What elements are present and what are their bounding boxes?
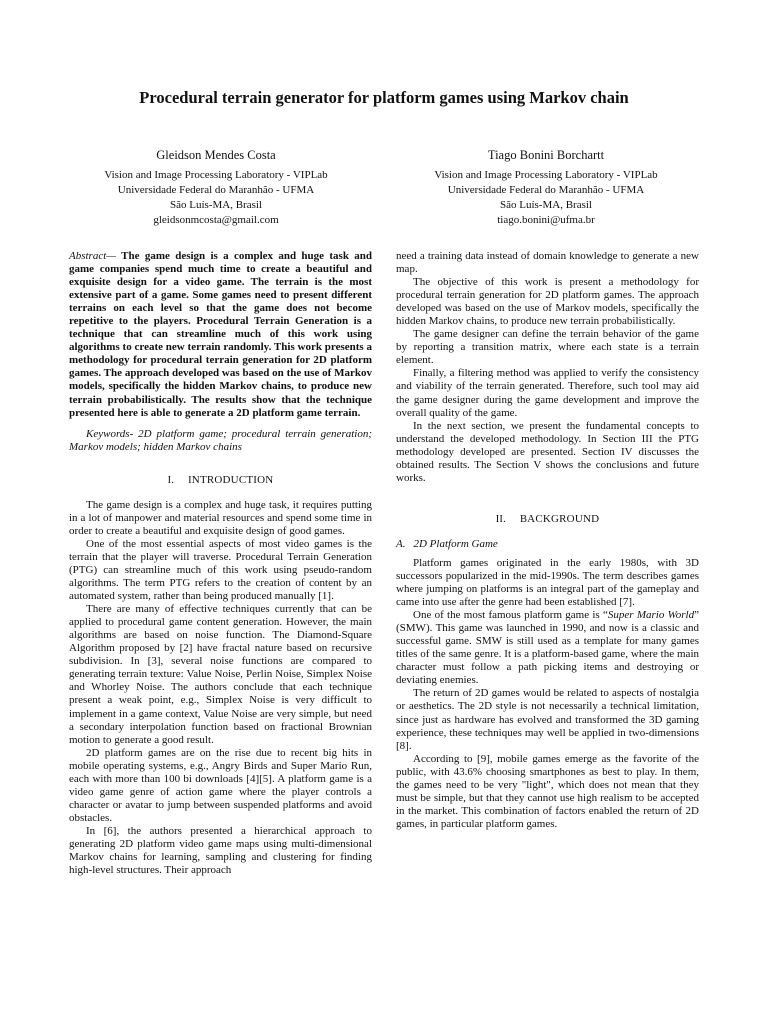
paragraph: According to [9], mobile games emerge as the favorite of the public, with 43.6% choosing smartphones as best to play. In them, the games need to be very "light", which does not mean that they must be simple, but that they cannot use high realism to be accepted in the market. This combination of factors enabled the return of 2D games, in particular platform games. (396, 752, 699, 830)
paragraph: The return of 2D games would be related to aspects of nostalgia or aesthetics. The 2D style is not necessarily a technical limitation, since just as hardware has evolved and transformed the 3D gaming experience, these techniques may well be applied in two-dimensions [8]. (396, 687, 699, 752)
subsection-heading (396, 538, 699, 551)
paragraph: Finally, a filtering method was applied to verify the consistency and viability of the terrain generated. Therefore, such tool may aid the game designer during the game development and improve the overall quality of the game. (396, 367, 699, 419)
author-email: gleidsonmcosta@gmail.com (153, 214, 279, 226)
section-title-rest: NTRODUCTION (191, 473, 274, 486)
right-column (396, 250, 699, 831)
paragraph: The game design is a complex and huge task, it requires putting in a lot of manpower and material resources and spend some time in order to create a beautiful and exquisite design of good games. (69, 498, 372, 537)
author-university: Universidade Federal do Maranhão - UFMA (447, 184, 645, 196)
abstract-text: The game design is a complex and huge task and game companies spend much time to create a beautiful and exquisite design for a video game. The terrain is the most extensive part of a game. Some games need to present different terrains on each level so that the game does not become repetitive to the players. Procedural Terrain Generation is a technique that can streamline much of this work using algorithms to create new terrain randomly. This work presents a methodology for procedural terrain generation for 2D platform games. The approach developed was based on the use of Markov models, specifically the hidden Markov chains, to produce new terrain probabilistically. The results show that the technique presented here is able to generate a 2D platform game terrain. (69, 250, 372, 419)
section-heading-background (396, 513, 699, 526)
paragraph: One of the most essential aspects of most video games is the terrain that the player will traverse. Procedural Terrain Generation (PTG) can streamline much of this work using pseudo-random algorithms. The term PTG refers to the creation of content by an automated system, rather than being produced manually [1]. (69, 537, 372, 603)
section-title-initial: B (519, 513, 528, 525)
section-title-initial: I (188, 474, 192, 486)
subsection-title: 2D Platform Game (413, 537, 498, 550)
section-title-rest: ACKGROUND (527, 512, 600, 525)
text-run: One of the most famous platform game is “ (413, 609, 608, 622)
author-block-2 (396, 148, 696, 228)
paragraph: In [6], the authors presented a hierarchical approach to generating 2D platform video game maps using multi-dimensional Markov chains for learning, sampling and clustering for finding high-level structures. Their approach (69, 824, 372, 877)
paragraph: In the next section, we present the fundamental concepts to understand the developed methodology. In Section III the PTG methodology developed are presented. Section IV discusses the obtained results. The Section V shows the conclusions and future works. (396, 419, 699, 484)
paragraph: 2D platform games are on the rise due to recent big hits in mobile operating systems, e.g., Angry Birds and Super Mario Run, each with more than 100 bi downloads [4][5]. A platform game is a video game genre of action game where the player controls a character or avatar to jump between suspended platforms and avoid obstacles. (69, 746, 372, 824)
section-number: I. (167, 474, 175, 486)
game-title-italic: Super Mario World (607, 609, 695, 622)
author-name: Gleidson Mendes Costa (156, 148, 276, 162)
author-university: Universidade Federal do Maranhão - UFMA (117, 184, 315, 196)
paragraph (396, 609, 699, 687)
section-heading-introduction (69, 474, 372, 487)
author-block-1 (66, 148, 366, 228)
author-city: São Luís-MA, Brasil (170, 199, 262, 211)
abstract (69, 250, 372, 420)
left-column (69, 250, 372, 877)
keywords: Keywords- 2D platform game; procedural terrain generation; Markov models; hidden Markov chains (69, 427, 372, 453)
section-number: II. (495, 513, 506, 525)
paragraph-continued: need a training data instead of domain knowledge to generate a new map. (396, 250, 699, 276)
paragraph: The objective of this work is present a methodology for procedural terrain generation for 2D platform games. The approach developed was based on the use of Markov models, specifically the hidden Markov chains, to produce new terrain probabilistically. (396, 276, 699, 328)
subsection-number: A. (396, 537, 406, 550)
abstract-label: Abstract— (69, 250, 117, 262)
author-name: Tiago Bonini Borchartt (487, 148, 605, 162)
author-lab: Vision and Image Processing Laboratory - VIPLab (434, 169, 658, 181)
author-city: São Luís-MA, Brasil (500, 199, 592, 211)
paragraph: There are many of effective techniques currently that can be applied to procedural game content generation. However, the main algorithms are based on noise function. The Diamond-Square Algorithm proposed by [2] have fractal nature based on recursive subdivision. In [3], several noise functions are compared to generating terrain texture: Value Noise, Perlin Noise, Simplex Noise and Whorley Noise. The authors conclude that each technique present a weak point, e.g., Simplex Noise is very difficult to implement in a game context, Value Noise are very simple, but need a secondary interpolation function based on fractional Brownian motion to generate a good result. (69, 603, 372, 746)
author-lab: Vision and Image Processing Laboratory - VIPLab (104, 169, 328, 181)
author-email: tiago.bonini@ufma.br (497, 214, 595, 226)
text-run: ” (SMW). This game was launched in 1990, and now is a classic and successful game. SMW is still used as a template for many games titles of the same genre. It is a platform-based game, where the main character must follow a path picking items and destroying or deviating enemies. (396, 609, 700, 687)
paper-title: Procedural terrain generator for platform games using Markov chain (139, 88, 629, 107)
paragraph: Platform games originated in the early 1980s, with 3D successors popularized in the mid-1990s. The term describes games where jumping on platforms is an integral part of the gameplay and came into use after the genre had been established [7]. (396, 556, 699, 609)
paragraph: The game designer can define the terrain behavior of the game by reporting a transition matrix, where each state is a terrain element. (396, 328, 699, 367)
